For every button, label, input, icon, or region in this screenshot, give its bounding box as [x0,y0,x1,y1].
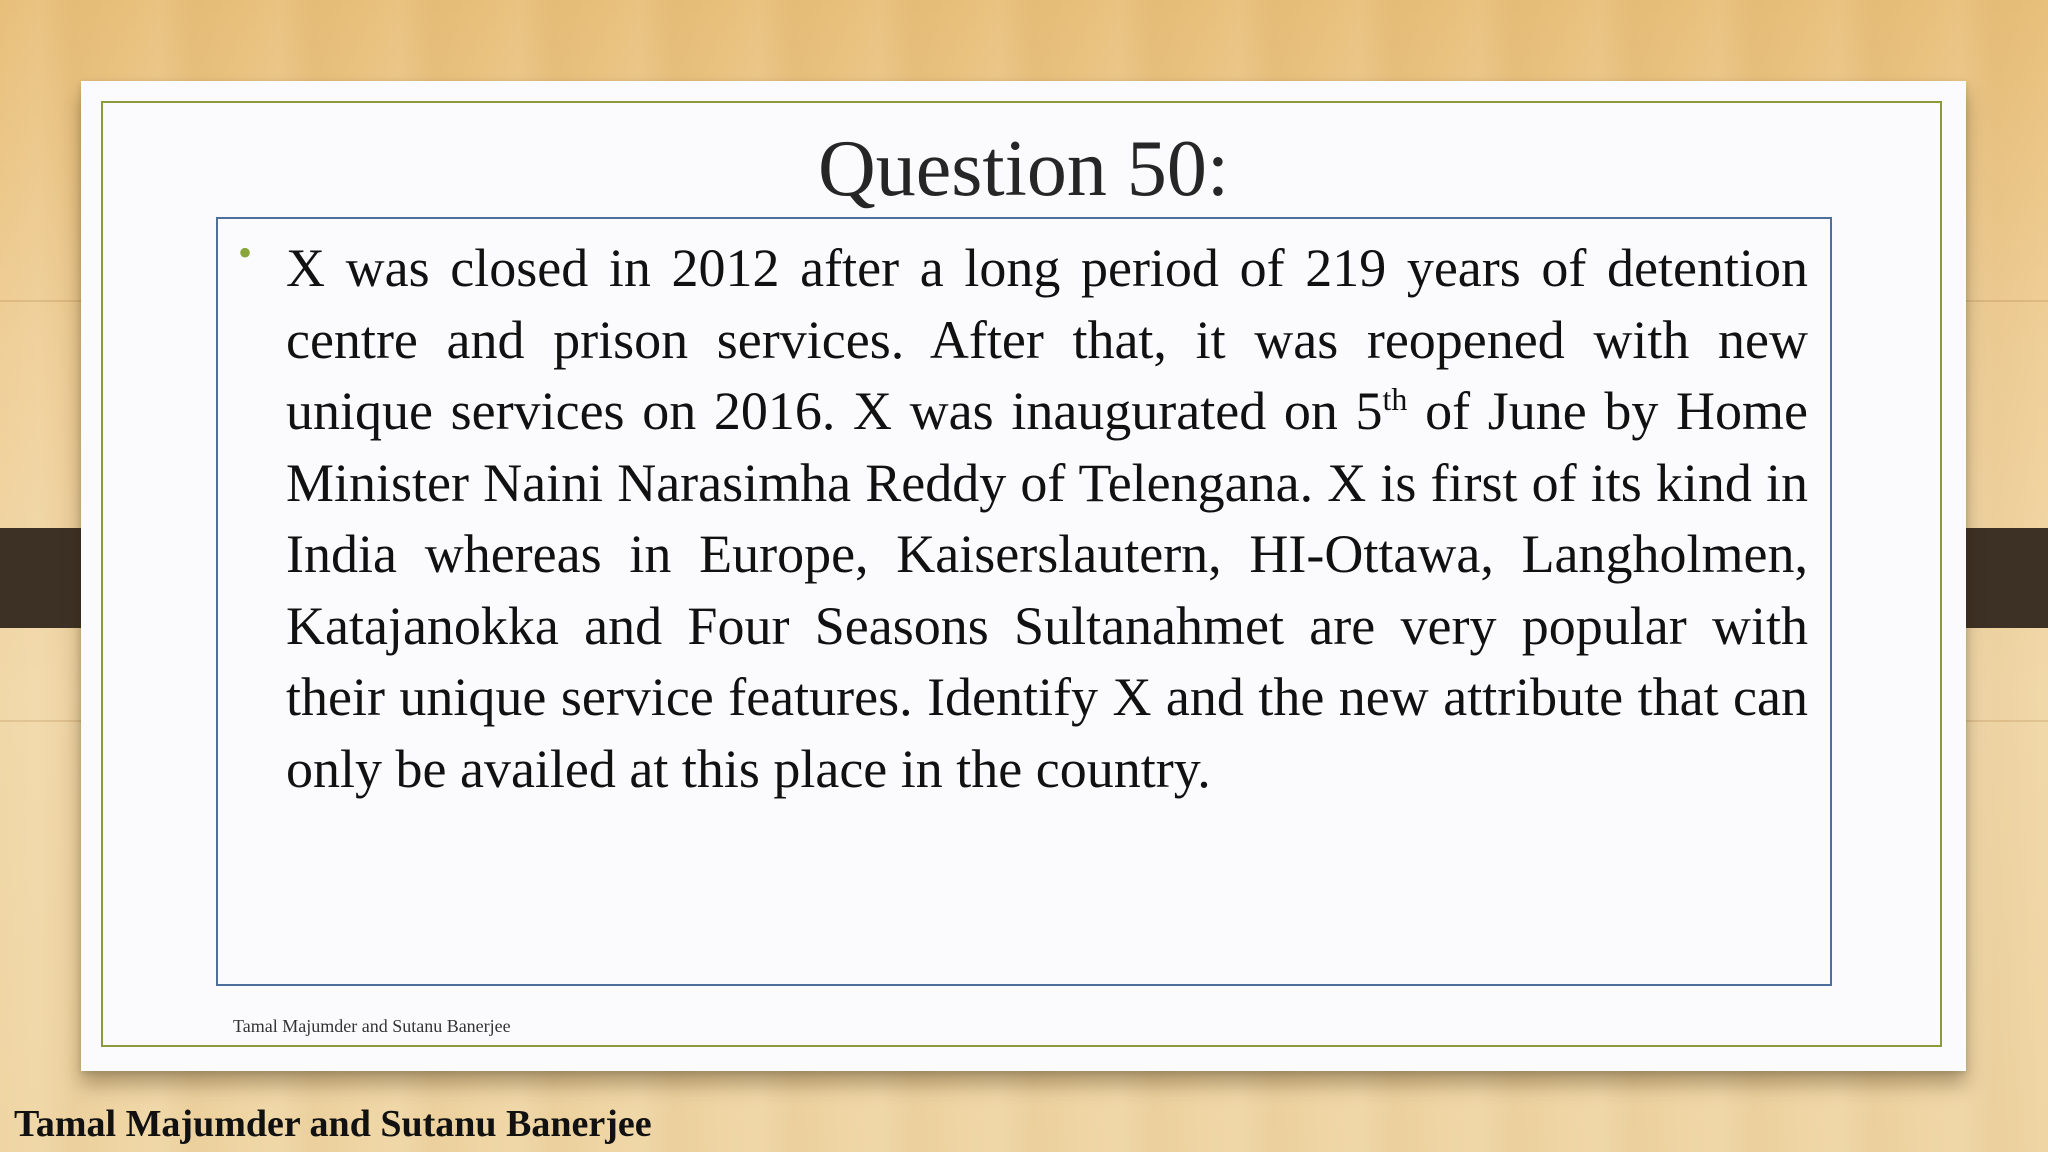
content-box [216,217,1832,986]
question-text [286,233,1808,805]
question-text-superscript: th [1382,381,1408,417]
bullet-dot-icon: • [238,230,253,275]
bullet-item [238,230,1808,805]
question-text-part1: X was closed in 2012 after a long period of 219 years of detention centre and prison services. After that, it was reopened with new unique services on 2016. X was inaugurated on 5 [286,238,1808,441]
slide [81,81,1966,1071]
question-text-part2: of June by Home Minister Naini Narasimha Reddy of Telengana. X is first of its kind in India whereas in Europe, Kaiserslautern, HI-Ottawa, Langholmen, Katajanokka and Four Seasons Sultanahmet are very popular with their unique service features. Identify X and the new attribute that can only be availed at this place in the country. [286,381,1808,799]
page-footer: Tamal Majumder and Sutanu Banerjee [14,1103,652,1145]
slide-title: Question 50: [817,125,1230,213]
slide-footer: Tamal Majumder and Sutanu Banerjee [233,1016,511,1036]
